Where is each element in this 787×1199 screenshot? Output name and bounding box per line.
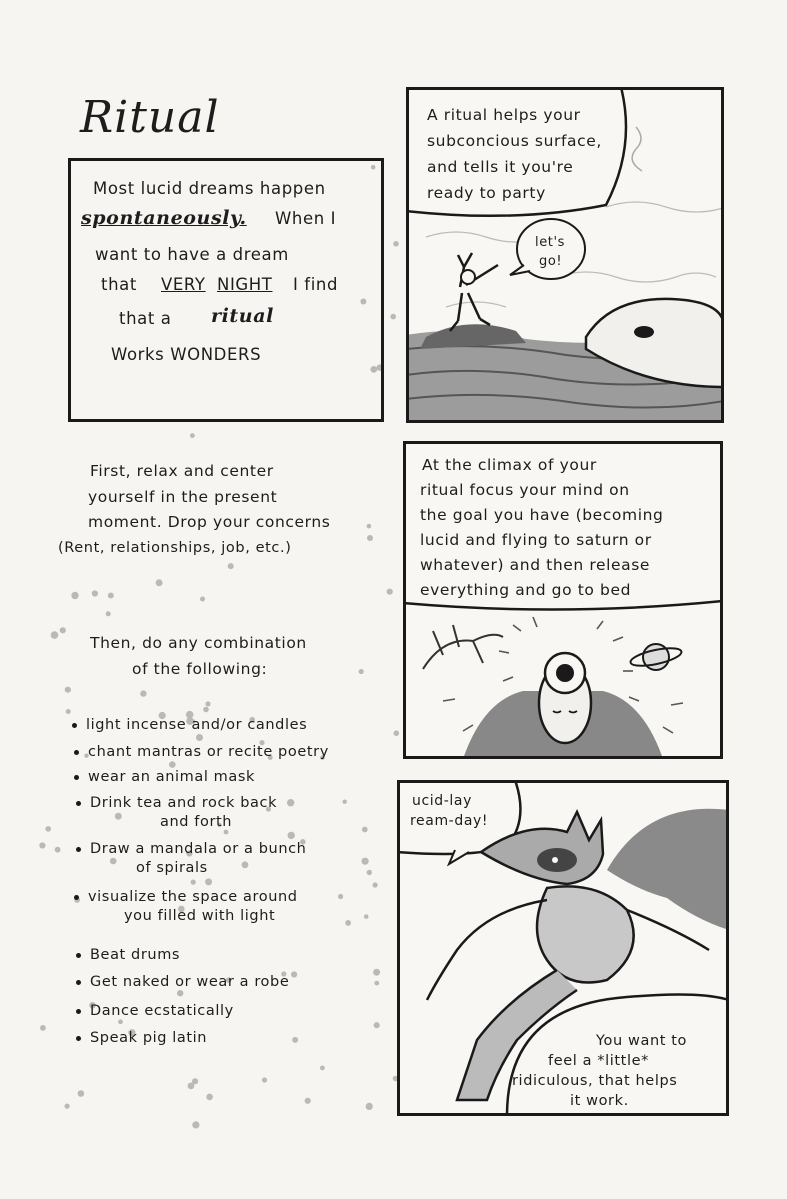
list-item-label: Drink tea and rock back	[90, 795, 278, 811]
polka-dot	[92, 590, 98, 596]
comic-panel-2	[403, 441, 723, 759]
panel-2-caption-5: whatever) and then release	[420, 556, 651, 574]
polka-dot	[190, 433, 195, 438]
polka-dot	[393, 241, 399, 247]
polka-dot	[203, 707, 209, 713]
panel-2-caption-3: the goal you have (becoming	[420, 506, 664, 524]
polka-dot	[40, 1025, 46, 1031]
para2-line-2: of the following:	[132, 660, 268, 678]
comic-panel-3	[397, 780, 729, 1116]
polka-dot	[71, 592, 78, 599]
panel-3-speech-2: ream-day!	[410, 813, 489, 829]
polka-dot	[191, 880, 196, 885]
para1-line-3: moment. Drop your concerns	[88, 513, 331, 531]
intro-line-6: Works WONDERS	[111, 345, 262, 364]
list-item-label: Dance ecstatically	[90, 1003, 234, 1019]
polka-dot	[65, 1104, 70, 1109]
list-item-label: Beat drums	[90, 947, 181, 963]
list-item-label: wear an animal mask	[88, 769, 256, 785]
polka-dot	[338, 894, 343, 899]
polka-dot	[205, 878, 212, 885]
polka-dot	[177, 990, 183, 996]
panel-2-caption-2: ritual focus your mind on	[420, 481, 630, 499]
polka-dot	[45, 826, 51, 832]
bullet-dot	[76, 801, 81, 806]
polka-dot	[188, 1083, 195, 1090]
para1-line-1: First, relax and center	[90, 462, 274, 480]
polka-dot	[200, 597, 205, 602]
para1-line-2: yourself in the present	[88, 488, 278, 506]
polka-dot	[140, 690, 146, 696]
bullet-dot	[76, 1009, 81, 1014]
polka-dot	[242, 861, 249, 868]
intro-line-3: want to have a dream	[95, 245, 289, 264]
polka-dot	[192, 1121, 199, 1128]
polka-dot	[205, 701, 210, 706]
polka-dot	[367, 524, 372, 529]
list-item-label-cont: you filled with light	[124, 908, 276, 924]
panel-3-caption-2: feel a *little*	[548, 1053, 649, 1069]
polka-dot	[287, 799, 294, 806]
polka-dot	[373, 882, 378, 887]
polka-dot	[291, 971, 297, 977]
polka-dot	[78, 1090, 85, 1097]
polka-dot	[196, 734, 203, 741]
bullet-dot	[74, 775, 79, 780]
panel-1-speech-2: go!	[539, 254, 563, 269]
polka-dot	[288, 832, 295, 839]
bullet-dot	[74, 750, 79, 755]
polka-dot	[118, 1019, 123, 1024]
intro-emphasis: spontaneously.	[81, 207, 247, 229]
list-item-label: Speak pig latin	[90, 1030, 208, 1046]
polka-dot	[156, 579, 163, 586]
list-item-label: Get naked or wear a robe	[90, 974, 290, 990]
polka-dot	[343, 800, 347, 804]
polka-dot	[387, 589, 393, 595]
polka-dot	[262, 1077, 267, 1082]
intro-line-4d: I find	[293, 275, 339, 294]
polka-dot	[390, 314, 396, 320]
panel-1-caption-1: A ritual helps your	[427, 106, 581, 124]
polka-dot	[362, 827, 368, 833]
polka-dot	[394, 730, 400, 736]
bullet-dot	[76, 1036, 81, 1041]
list-item-label-cont: of spirals	[136, 860, 208, 876]
bullet-dot	[76, 847, 81, 852]
panel-2-caption-1: At the climax of your	[422, 456, 597, 474]
polka-dot	[374, 981, 379, 986]
polka-dot	[224, 830, 229, 835]
polka-dot	[364, 914, 369, 919]
panel-2-caption-6: everything and go to bed	[420, 581, 632, 599]
comic-panel-1	[406, 87, 724, 423]
list-item-label: light incense and/or candles	[86, 717, 308, 733]
list-item-label-cont: and forth	[160, 814, 233, 830]
polka-dot	[374, 1022, 380, 1028]
polka-dot	[367, 535, 373, 541]
intro-night: NIGHT	[217, 275, 273, 294]
polka-dot	[366, 1103, 373, 1110]
panel-1-caption-2: subconcious surface,	[427, 132, 602, 150]
polka-dot	[51, 631, 59, 639]
intro-very: VERY	[161, 275, 206, 294]
polka-dot	[66, 709, 71, 714]
intro-ritual: ritual	[211, 305, 274, 327]
bullet-dot	[76, 980, 81, 985]
panel-3-speech-1: ucid-lay	[412, 793, 472, 809]
polka-dot	[110, 858, 117, 865]
polka-dot	[320, 1066, 325, 1071]
polka-dot	[345, 920, 351, 926]
panel-3-caption-1: You want to	[596, 1033, 687, 1049]
polka-dot	[55, 847, 61, 853]
panel-1-caption-4: ready to party	[427, 184, 546, 202]
polka-dot	[292, 1037, 298, 1043]
panel-1-speech-1: let's	[535, 235, 566, 250]
intro-line-4a: that	[101, 275, 137, 294]
intro-box	[68, 158, 384, 422]
panel-3-caption-4: it work.	[570, 1093, 629, 1109]
bullet-dot	[72, 723, 77, 728]
polka-dot	[108, 593, 114, 599]
list-item-label: chant mantras or recite poetry	[88, 744, 329, 760]
panel-2-caption-4: lucid and flying to saturn or	[420, 531, 652, 549]
bullet-dot	[74, 895, 79, 900]
polka-dot	[305, 1098, 311, 1104]
para2-line-1: Then, do any combination	[90, 634, 307, 652]
bullet-dot	[76, 953, 81, 958]
panel-3-caption-3: ridiculous, that helps	[512, 1073, 678, 1089]
polka-dot	[115, 813, 122, 820]
polka-dot	[169, 761, 176, 768]
polka-dot	[206, 1094, 213, 1101]
polka-dot	[65, 687, 71, 693]
intro-line-1: Most lucid dreams happen	[93, 179, 326, 198]
polka-dot	[228, 563, 234, 569]
panel-1-caption-3: and tells it you're	[427, 158, 574, 176]
polka-dot	[60, 627, 66, 633]
polka-dot	[106, 611, 111, 616]
polka-dot	[359, 669, 364, 674]
polka-dot	[362, 858, 369, 865]
polka-dot	[367, 870, 372, 875]
list-item-label: visualize the space around	[88, 889, 298, 905]
intro-line-5a: that a	[119, 309, 172, 328]
polka-dot	[39, 842, 45, 848]
list-item-label: Draw a mandala or a bunch	[90, 841, 307, 857]
page-title: Ritual	[80, 92, 220, 143]
para1-line-4: (Rent, relationships, job, etc.)	[58, 540, 292, 556]
intro-line-2: When I	[275, 209, 337, 228]
polka-dot	[373, 969, 380, 976]
